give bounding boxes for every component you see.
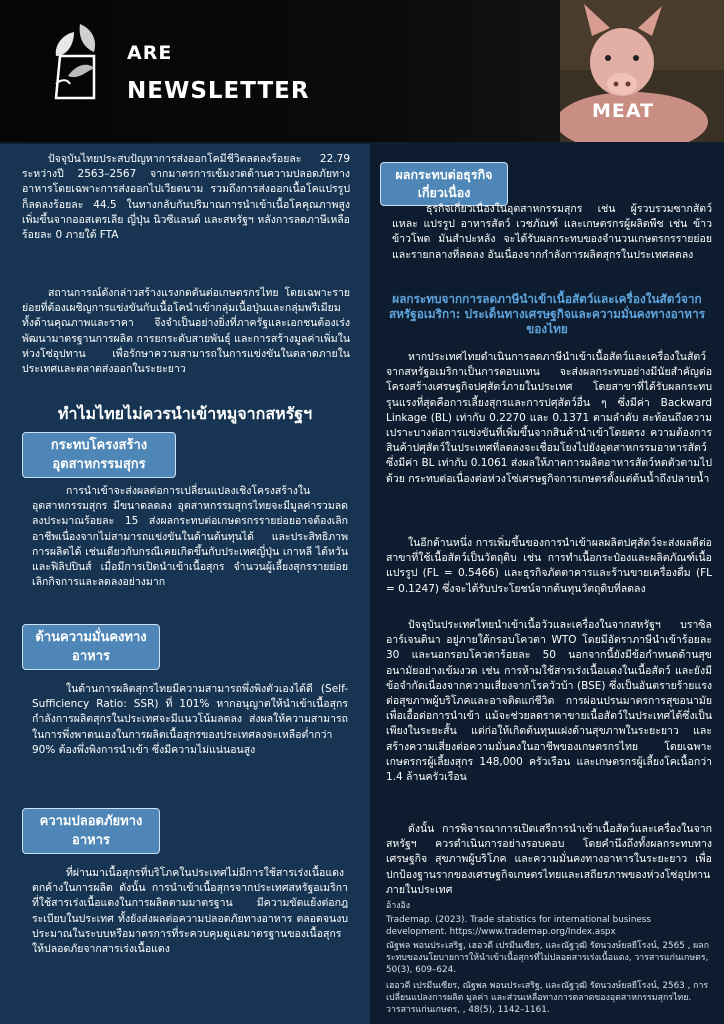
leaf-logo-icon bbox=[46, 22, 108, 102]
section-title-food-security: ด้านความมั่นคงทางอาหาร bbox=[22, 624, 160, 670]
newsletter-header bbox=[0, 0, 724, 142]
reference-3: เฮอวดี เปรมีนเซียร, ณัฐพล พอนประเสริฐ, และณัฐวุฒิ รัตนวงษ์ยลยีโรงน์, 2563 , การเปลี่ยนแปลงการผลิต มูลค่า และส่วนเหลือทางการตลาดของอุตสาหกรรมสุกรไทย. วารสารแก่นเกษตร, , 48(5), 1142–1161. bbox=[386, 981, 709, 1015]
reference-2: ณัฐพล พอนประเสริฐ, เฮอวดี เปรมีนเซียร, และณัฐวุฒิ รัตนวงษ์ยลยีโรงน์, 2565 , ผลกระทบของนโยบายการให้นำเข้าเนื้อสุกรที่ไม่ปลอดสารเร่งเนื้อแดง, วารสารแก่นเกษตร, 50(3), 609–624. bbox=[386, 941, 710, 975]
topic-label: MEAT bbox=[592, 100, 655, 122]
impact-paragraph-4: ดังนั้น การพิจารณาการเปิดเสรีการนำเข้าเนื้อสัตว์และเครื่องในจากสหรัฐฯ ควรดำเนินการอย่างรอบคอบ โดยคำนึงถึงทั้งผลกระทบทางเศรษฐกิจ สุขภาพผู้บริโภค และความมั่นคงทางอาหารในระยะยาว เพื่อปกป้องฐานรากของเศรษฐกิจเกษตรไทยและเสถียรภาพของห่วงโซ่อุปทานภายในประเทศ bbox=[386, 823, 712, 896]
impact-paragraph-1: หากประเทศไทยดำเนินการลดภาษีนำเข้าเนื้อสัตว์และเครื่องในสัตว์จากสหรัฐอเมริกาเป็นการตอบแทน จะส่งผลกระทบอย่างมีนัยสำคัญต่อโครงสร้างเศรษฐกิจปศุสัตว์ภายในประเทศ โดยสาขาที่ได้รับผลกระทบรุนแรงที่สุดคือการเลี้ยงสุกรและการปศุสัตว์อื่น ๆ ซึ่งมีค่า Backward Linkage (BL) เท่ากับ 0.2270 และ 0.1371 ตามลำดับ สะท้อนถึงความเปราะบางต่อการแข่งขันที่เพิ่มขึ้นจากสินค้านำเข้าโดยตรง ความต้องการสินค้าปศุสัตว์ในประเทศที่ลดลงจะเชื่อมโยงไปยังอุตสาหกรรมอาหารสัตว์ ซึ่งมีค่า BL เท่ากับ 0.1061 ส่งผลให้ภาคการผลิตอาหารสัตว์หดตัวตามไปด้วย กระทบต่อเนื่องต่อห่วงโซ่เศรษฐกิจการเกษตรตั้งแต่ต้นน้ำถึงปลายน้ำ bbox=[386, 351, 712, 485]
section-body-structure: การนำเข้าจะส่งผลต่อการเปลี่ยนแปลงเชิงโครงสร้างในอุตสาหกรรมสุกร มีขนาดลดลง อุตสาหกรรมสุกรไทยจะมีมูลค่ารวมลดลงประมาณร้อยละ 15 ส่งผลกระทบต่อเกษตรกรรายย่อยอาจต้องเลิกอาชีพเนื่องจากไม่สามารถแข่งขันในด้านต้นทุนได้ และประสิทธิภาพการผลิตได้ เช่นเดียวกับกรณีเคยเกิดขึ้นกับประเทศญี่ปุ่น เกาหลี ไต้หวัน และฟิลิปปินส์ เมื่อมีการเปิดนำเข้าเนื้อสุกร จำนวนผู้เลี้ยงสุกรรายย่อยเลิกกิจการและลดลงอย่างมาก bbox=[32, 485, 348, 589]
intro-paragraph-1: ปัจจุบันไทยประสบปัญหาการส่งออกโคมีชีวิตลดลงร้อยละ 22.79 ระหว่างปี 2563–2567 จากมาตรการเข้มงวดด้านความปลอดภัยทางอาหารโดยเฉพาะการส่งออกไปเวียดนาม รวมถึงการส่งออกเนื้อโคแปรรูปก็ลดลงร้อยละ 44.5 ในทางกลับกันปริมาณการนำเข้าเนื้อโคคุณภาพสูงเพิ่มขึ้นจากออสเตรเลีย ญี่ปุ่น นิวซีแลนด์ และสหรัฐฯ หลังการลดภาษีเหลือร้อยละ 0 ภายใต้ FTA bbox=[22, 153, 350, 242]
section-body-food-safety: ที่ผ่านมาเนื้อสุกรที่บริโภคในประเทศไม่มีการใช้สารเร่งเนื้อแดงตกค้างในการผลิต ดังนั้น การนำเข้าเนื้อสุกรจากประเทศสหรัฐอเมริกาที่ใช้สารเร่งเนื้อแดงในการผลิตตามมาตรฐาน มีความขัดแย้งต่อกฎระเบียบในประเทศ ทั้งยังส่งผลต่อความปลอดภัยทางอาหาร ตลอดจนงบประมาณในระบบหรือมาตรการที่ระควบคุมดูแลมาตรฐานของเนื้อสุกรให้ปลอดภัยจากสารเร่งเนื้อแดง bbox=[32, 867, 348, 956]
intro-paragraph-2: สถานการณ์ดังกล่าวสร้างแรงกดดันต่อเกษตรกรไทย โดยเฉพาะรายย่อยที่ต้องเผชิญการแข่งขันกับเนื้อโคนำเข้ากลุ่มเนื้อปุ่นและกลุ่มพรีเมียม ทั้งด้านคุณภาพและราคา จึงจำเป็นอย่างยิ่งที่ภาครัฐและเอกชนต้องเร่งพัฒนามาตรฐานการผลิต การยกระดับสายพันธุ์ และการสร้างมูลค่าเพิ่มในห่วงโซ่อุปทาน เพื่อรักษาความสามารถในการแข่งขันในตลาดภายในประเทศและตลาดส่งออกในระยะยาว bbox=[22, 287, 350, 376]
main-heading: ทำไมไทยไม่ควรนำเข้าหมูจากสหรัฐฯ bbox=[57, 404, 313, 423]
reference-1: Trademap. (2023). Trade statistics for international business development. https://www.trademap.org/Index.aspx bbox=[386, 915, 651, 937]
section-body-food-security: ในด้านการผลิตสุกรไทยมีความสามารถพึ่งพิงตัวเองได้ดี (Self-Sufficiency Ratio: SSR) ที่ 101% หากอนุญาตให้นำเข้าเนื้อสุกรกำลังการผลิตสุกรในประเทศจะมีแนวโน้มลดลง ส่งผลให้ความสามารถในการพึ่งพาตนเองในการผลิตเนื้อสุกรของประเทศลงจะเหลือต่ำกว่า 90% ต้องพึ่งพิงการนำเข้า ซึ่งมีความไม่แน่นอนสูง bbox=[32, 683, 348, 756]
left-column bbox=[0, 144, 370, 1024]
brand-newsletter: NEWSLETTER bbox=[127, 78, 310, 104]
section-title-food-safety: ความปลอดภัยทางอาหาร bbox=[22, 808, 160, 854]
related-business-body: ธุรกิจเกี่ยวเนื่องในอุตสาหกรรมสุกร เช่น ผู้รวบรวมซากสัตว์แหละ แปรรูป อาหารสัตว์ เวชภัณฑ์ และเกษตรกรผู้ผลิตพืช เช่น ข้าว ข้าวโพด มันสำปะหลัง จะได้รับผลกระทบของจำนวนเกษตรกรรายย่อยและรายกลางที่ลดลง อันเนื่องจากกำลังการผลิตสุกรในประเทศลดลง bbox=[392, 203, 712, 261]
section-title-structure: กระทบโครงสร้างอุตสาหกรรมสุกร bbox=[22, 432, 176, 478]
reference-title: อ้างอิง bbox=[386, 901, 411, 911]
impact-heading: ผลกระทบจากการลดภาษีนำเข้าเนื้อสัตว์และเครื่องในสัตว์จากสหรัฐอเมริกา: ประเด็นทางเศรษฐกิจและความมั่นคงทางอาหารของไทย bbox=[388, 292, 706, 336]
related-business-title: ผลกระทบต่อธุรกิจเกี่ยวเนื่อง bbox=[380, 162, 508, 206]
right-column bbox=[370, 144, 724, 1024]
impact-paragraph-3: ปัจจุบันประเทศไทยนำเข้าเนื้อวัวและเครื่องในจากสหรัฐฯ บราซิล อาร์เจนตินา อยู่ภายใต้กรอบโควตา WTO โดยมีอัตราภาษีนำเข้าร้อยละ 30 และนอกรอบโควตาร้อยละ 50 นอกจากนี้ยังมีข้อกำหนดด้านสุขอนามัยอย่างเข้มงวด เช่น การห้ามใช้สารเร่งเนื้อแดงในเนื้อสัตว์ และยังมีข้อจำกัดเนื่องจากความเสี่ยงจากโรควัวบ้า (BSE) ซึ่งเป็นอันตรายร้ายแรงต่อสุขภาพผู้บริโภคและอาจติดแก่ชีวิต การผ่อนปรนมาตรการสุขอนามัยเพื่อเอื้อต่อการนำเข้า แม้จะช่วยลดราคาขายเนื้อสัตว์ในประเทศได้ซึ่งเป็นเพียงในระยะสั้น แต่ก่อให้เกิดต้นทุนแฝงด้านสุขภาพในระยะยาว และสร้างความเสี่ยงต่อความมั่นคงในอาชีพของเกษตรกรไทย โดยเฉพาะเกษตรกรผู้เลี้ยงสุกร 148,000 ครัวเรือน และเกษตรกรผู้เลี้ยงโคเนื้อกว่า 1.4 ล้านครัวเรือน bbox=[386, 619, 712, 784]
brand-are: ARE bbox=[127, 42, 173, 64]
impact-paragraph-2: ในอีกด้านหนึ่ง การเพิ่มขึ้นของการนำเข้าผลผลิตปศุสัตว์จะส่งผลดีต่อสาขาที่ใช้เนื้อสัตว์เป็นวัตถุดิบ เช่น การทำเนื้อกระป๋องและผลิตภัณฑ์เนื้อแปรรูป (FL = 0.5466) และธุรกิจภัตตาคารและร้านขายเครื่องดื่ม (FL = 0.1247) ซึ่งจะได้รับประโยชน์จากต้นทุนวัตถุดิบที่ลดลง bbox=[386, 537, 712, 595]
